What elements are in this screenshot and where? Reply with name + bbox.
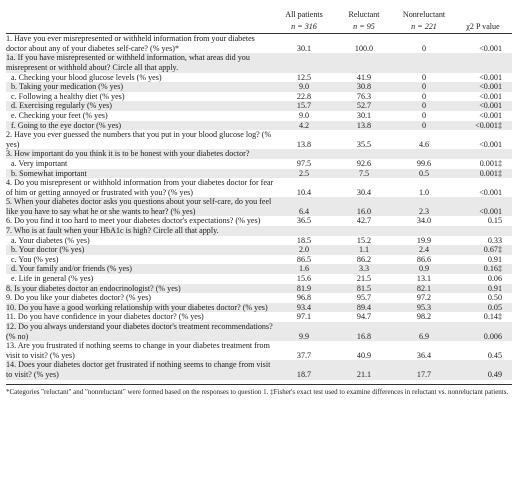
header-reluctant: Reluctant — [348, 10, 380, 19]
row-p-value: 0.45 — [487, 350, 502, 360]
row-p-value: 0.06 — [487, 274, 502, 284]
row-p-value: 0.50 — [487, 293, 502, 303]
row-reluctant-value: 81.5 — [334, 284, 394, 294]
row-question: e. Life in general (% yes) — [11, 274, 94, 284]
table-row — [6, 360, 512, 379]
row-all-value — [274, 226, 334, 236]
row-reluctant-value: 76.3 — [356, 91, 372, 101]
table-header — [6, 8, 512, 34]
table-row — [6, 111, 512, 121]
table-row — [6, 92, 512, 102]
table-row — [6, 293, 512, 303]
row-nonreluctant-value: 95.3 — [394, 303, 454, 313]
table-row — [6, 121, 512, 131]
row-nonreluctant-value: 0.9 — [394, 264, 454, 274]
row-reluctant-value: 1.1 — [334, 245, 394, 255]
row-reluctant-value: 94.7 — [356, 312, 372, 322]
row-p-value: 0.05 — [454, 303, 512, 313]
row-p-value: 0.15 — [487, 216, 502, 226]
table-row — [6, 169, 512, 179]
header-all: All patients — [285, 10, 323, 19]
row-nonreluctant-value: 4.6 — [418, 139, 430, 149]
row-question: 2. Have you ever guessed the numbers that you put in your blood glucose log? (% yes) — [6, 130, 272, 149]
row-p-value: 0.67‡ — [454, 245, 512, 255]
row-nonreluctant-value: 2.4 — [394, 245, 454, 255]
row-nonreluctant-value: 99.6 — [416, 158, 432, 168]
row-question: f. Going to the eye doctor (% yes) — [6, 121, 274, 131]
row-all-value: 22.8 — [296, 91, 312, 101]
row-question: 3. How important do you think it is to be honest with your diabetes doctor? — [6, 149, 274, 159]
row-p-value: 0.14‡ — [483, 312, 502, 322]
row-p-value: <0.001 — [479, 72, 502, 82]
row-reluctant-value: 89.4 — [334, 303, 394, 313]
row-all-value: 9.0 — [274, 82, 334, 92]
row-reluctant-value: 30.1 — [356, 110, 372, 120]
row-nonreluctant-value: 0 — [421, 91, 427, 101]
row-all-value: 93.4 — [274, 303, 334, 313]
row-reluctant-value: 16.0 — [334, 197, 394, 216]
table-row — [6, 130, 512, 149]
table-row — [6, 284, 512, 294]
row-all-value: 96.8 — [296, 293, 312, 303]
row-p-value: 0.006 — [454, 322, 512, 341]
survey-table — [6, 8, 512, 380]
row-nonreluctant-value: 34.0 — [416, 216, 432, 226]
row-p-value: <0.001‡ — [454, 121, 512, 131]
row-p-value: 0.001‡ — [479, 158, 502, 168]
row-reluctant-value: 35.5 — [356, 139, 372, 149]
row-nonreluctant-value: 0 — [421, 72, 427, 82]
row-p-value — [454, 149, 512, 159]
table-row — [6, 53, 512, 72]
table-row — [6, 149, 512, 159]
table-row — [6, 216, 512, 226]
table-row — [6, 274, 512, 284]
table-row — [6, 226, 512, 236]
row-question: 7. Who is at fault when your HbA1c is high? Circle all that apply. — [6, 226, 274, 236]
row-reluctant-value: 52.7 — [334, 101, 394, 111]
row-p-value: <0.001 — [454, 101, 512, 111]
row-nonreluctant-value: 0 — [421, 43, 427, 53]
row-all-value: 2.0 — [274, 245, 334, 255]
row-question: d. Exercising regularly (% yes) — [6, 101, 274, 111]
row-reluctant-value: 95.7 — [356, 293, 372, 303]
table-body — [6, 34, 512, 380]
table-row — [6, 197, 512, 216]
row-reluctant-value: 15.2 — [356, 235, 372, 245]
table-row — [6, 178, 512, 197]
row-all-value: 13.8 — [296, 139, 312, 149]
row-reluctant-value: 42.7 — [356, 216, 372, 226]
row-reluctant-value: 3.3 — [334, 264, 394, 274]
row-reluctant-value: 41.9 — [356, 72, 372, 82]
row-question: 5. When your diabetes doctor asks you questions about your self-care, do you feel like you have to say what he or she wants to hear? (% yes) — [6, 197, 274, 216]
row-p-value: 0.001‡ — [454, 169, 512, 179]
table-row — [6, 101, 512, 111]
row-reluctant-value: 86.2 — [356, 254, 372, 264]
row-nonreluctant-value: 1.0 — [418, 187, 430, 197]
row-question: b. Somewhat important — [6, 169, 274, 179]
row-question: 4. Do you misrepresent or withhold information from your diabetes doctor for fear of him or getting annoyed or frustrated with you? (% yes) — [6, 178, 274, 197]
row-nonreluctant-value: 86.6 — [416, 254, 432, 264]
row-p-value: <0.001 — [479, 187, 502, 197]
table-row — [6, 341, 512, 360]
row-reluctant-value — [334, 226, 394, 236]
row-p-value: <0.001 — [479, 43, 502, 53]
row-nonreluctant-value: 19.9 — [416, 235, 432, 245]
header-reluctant-n: n = 95 — [334, 21, 394, 34]
table-footnote: *Categories "reluctant" and "nonreluctant" were formed based on the responses to question 1. ‡Fisher's exact test used to examine differences in reluctant vs. nonreluctant patients. — [6, 384, 512, 397]
row-nonreluctant-value: 2.3 — [394, 197, 454, 216]
row-nonreluctant-value — [394, 53, 454, 72]
row-reluctant-value: 30.8 — [334, 82, 394, 92]
row-question: c. You (% yes) — [11, 254, 59, 264]
row-question: b. Taking your medication (% yes) — [6, 82, 274, 92]
table-row — [6, 312, 512, 322]
row-nonreluctant-value: 17.7 — [394, 360, 454, 379]
row-all-value: 4.2 — [274, 121, 334, 131]
row-reluctant-value: 21.5 — [356, 274, 372, 284]
row-question: a. Very important — [11, 158, 68, 168]
row-nonreluctant-value: 0 — [421, 110, 427, 120]
table-row — [6, 236, 512, 246]
row-question: a. Checking your blood glucose levels (% yes) — [11, 72, 162, 82]
row-reluctant-value: 92.6 — [356, 158, 372, 168]
row-question: d. Your family and/or friends (% yes) — [6, 264, 274, 274]
row-nonreluctant-value: 82.1 — [394, 284, 454, 294]
table-row — [6, 73, 512, 83]
row-all-value: 18.7 — [274, 360, 334, 379]
table-row — [6, 34, 512, 54]
row-nonreluctant-value: 13.1 — [416, 274, 432, 284]
row-reluctant-value: 21.1 — [334, 360, 394, 379]
row-p-value: 0.16‡ — [454, 264, 512, 274]
row-all-value — [274, 149, 334, 159]
row-nonreluctant-value: 36.4 — [416, 350, 432, 360]
table-row — [6, 82, 512, 92]
row-p-value: <0.001 — [454, 197, 512, 216]
row-all-value: 30.1 — [296, 43, 312, 53]
row-nonreluctant-value: 0 — [394, 101, 454, 111]
header-chi-p — [454, 8, 512, 34]
row-reluctant-value: 40.9 — [356, 350, 372, 360]
row-all-value: 12.5 — [296, 72, 312, 82]
row-all-value: 81.9 — [274, 284, 334, 294]
table-row — [6, 255, 512, 265]
row-question: e. Checking your feet (% yes) — [11, 110, 108, 120]
row-nonreluctant-value: 98.2 — [416, 312, 432, 322]
row-nonreluctant-value: 0 — [394, 121, 454, 131]
row-question: c. Following a healthy diet (% yes) — [11, 91, 125, 101]
row-all-value: 2.5 — [274, 169, 334, 179]
row-all-value: 10.4 — [296, 187, 312, 197]
row-p-value: 0.91 — [454, 284, 512, 294]
row-p-value — [454, 53, 512, 72]
row-question: 12. Do you always understand your diabetes doctor's treatment recommendations? (% no) — [6, 322, 273, 341]
row-all-value: 6.4 — [274, 197, 334, 216]
row-question: 9. Do you like your diabetes doctor? (% yes) — [6, 293, 151, 303]
row-reluctant-value — [334, 53, 394, 72]
row-all-value: 37.7 — [296, 350, 312, 360]
row-reluctant-value — [334, 149, 394, 159]
header-question-col — [6, 8, 274, 21]
row-question: 14. Does your diabetes doctor get frustrated if nothing seems to change from visit to visit? (% yes) — [6, 360, 274, 379]
row-all-value: 9.9 — [274, 322, 334, 341]
table-row — [6, 322, 512, 341]
row-question: 1. Have you ever misrepresented or withheld information from your diabetes doctor about any of your diabetes self-care? (% yes)* — [6, 34, 255, 53]
row-question: 1a. If you have misrepresented or withheld information, what areas did you misrepresent or withhold about? Circle all that apply. — [6, 53, 274, 72]
row-question: a. Your diabetes (% yes) — [11, 235, 90, 245]
row-nonreluctant-value: 0 — [394, 82, 454, 92]
row-all-value — [274, 53, 334, 72]
row-reluctant-value: 7.5 — [334, 169, 394, 179]
row-p-value: <0.001 — [479, 110, 502, 120]
row-question: 13. Are you frustrated if nothing seems to change in your diabetes treatment from visit to visit? (% yes) — [6, 341, 270, 360]
row-all-value: 1.6 — [274, 264, 334, 274]
row-all-value: 15.6 — [296, 274, 312, 284]
header-nonreluctant: Nonreluctant — [402, 10, 446, 19]
row-reluctant-value: 16.8 — [334, 322, 394, 341]
row-all-value: 97.1 — [296, 312, 312, 322]
row-nonreluctant-value — [394, 149, 454, 159]
row-question: 10. Do you have a good working relationship with your diabetes doctor? (% yes) — [6, 303, 274, 313]
row-all-value: 36.5 — [296, 216, 312, 226]
row-p-value: <0.001 — [479, 91, 502, 101]
row-question: 8. Is your diabetes doctor an endocrinologist? (% yes) — [6, 284, 274, 294]
row-nonreluctant-value: 97.2 — [416, 293, 432, 303]
row-reluctant-value: 13.8 — [334, 121, 394, 131]
row-question: 6. Do you find it too hard to meet your diabetes doctor's expectations? (% yes) — [6, 216, 261, 226]
row-p-value: 0.49 — [454, 360, 512, 379]
row-p-value: <0.001 — [479, 139, 502, 149]
row-p-value: 0.91 — [487, 254, 502, 264]
row-all-value: 18.5 — [296, 235, 312, 245]
row-all-value: 86.5 — [296, 254, 312, 264]
table-row — [6, 159, 512, 169]
row-nonreluctant-value: 0.5 — [394, 169, 454, 179]
row-p-value: 0.33 — [487, 235, 502, 245]
row-p-value — [454, 226, 512, 236]
table-row — [6, 264, 512, 274]
row-reluctant-value: 100.0 — [354, 43, 374, 53]
row-all-value: 9.0 — [298, 110, 310, 120]
row-all-value: 15.7 — [274, 101, 334, 111]
table-row — [6, 245, 512, 255]
row-question: 11. Do you have confidence in your diabetes doctor? (% yes) — [6, 312, 204, 322]
header-chi-p-label: χ2 P value — [466, 21, 500, 31]
table-row — [6, 303, 512, 313]
row-nonreluctant-value: 6.9 — [394, 322, 454, 341]
row-all-value: 97.5 — [296, 158, 312, 168]
row-question: b. Your doctor (% yes) — [6, 245, 274, 255]
row-reluctant-value: 30.4 — [356, 187, 372, 197]
header-nonreluctant-n: n = 221 — [394, 21, 454, 34]
header-all-n: n = 316 — [274, 21, 334, 34]
row-p-value: <0.001 — [454, 82, 512, 92]
row-nonreluctant-value — [394, 226, 454, 236]
